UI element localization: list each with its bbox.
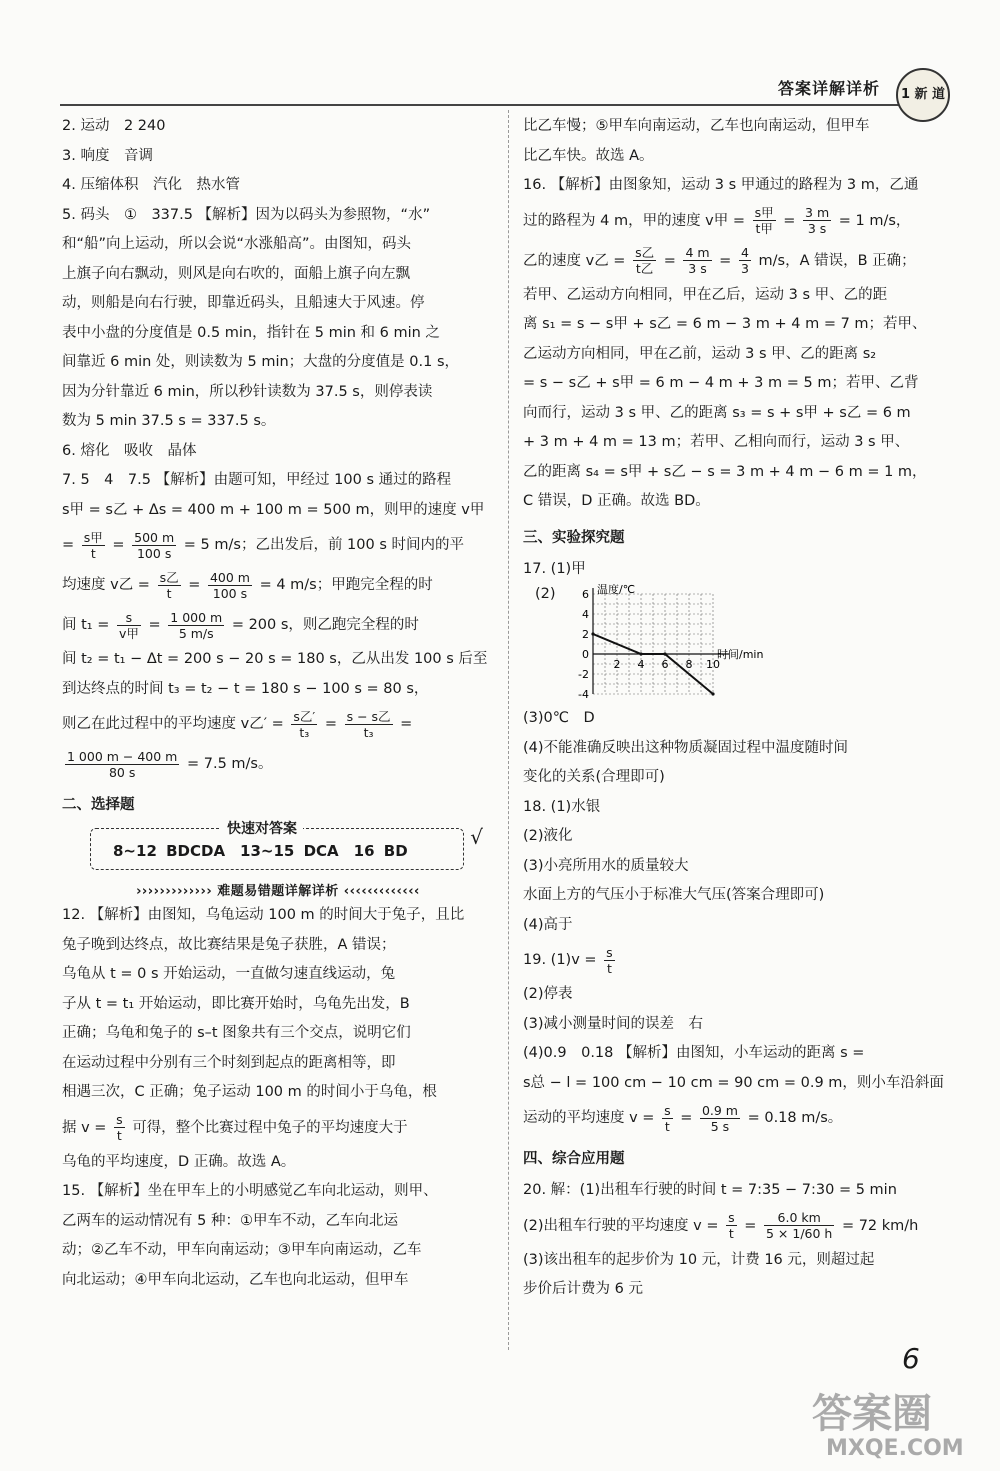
fraction [764,1210,834,1241]
eq-text: = 5 m/s；乙出发后，前 100 s 时间内的平 [183,537,464,553]
hard-question-heading: ››››››››››››› 难题易错题详解详析 ‹‹‹‹‹‹‹‹‹‹‹‹‹ [136,884,420,899]
equation-line [62,525,494,565]
answer-7 [62,466,494,784]
answer-line: 乙运动方向相同，甲在乙前，运动 3 s 甲、乙的距离 s₂ [523,345,877,362]
eq-text: = [719,252,732,269]
answer-line: s总 − l = 100 cm − 10 cm = 90 cm = 0.9 m，则小车沿斜面 [523,1074,944,1091]
x-tick-label: 8 [685,658,693,671]
answer-line: 18. (1)水银 [523,798,601,815]
eq-text: 乙的速度 v乙 = [523,252,626,269]
denominator: t甲 [755,221,773,236]
equation-line [523,201,953,241]
x-tick-label: 10 [706,658,720,671]
equation-line [62,605,494,645]
denominator: 3 [740,261,749,276]
answer-line: 比乙车快。故选 A。 [523,147,654,164]
equation-line [523,1098,953,1138]
answer-12 [62,901,494,1177]
answer-20 [523,1176,953,1305]
header-title: 答案详解详析 [778,79,881,98]
answer-2: 2. 运动 2 240 [62,118,166,134]
eq-text: 则乙在此过程中的平均速度 v乙′ = [62,716,284,732]
answer-line: 向北运动；④甲车向北运动，乙车也向北运动，但甲车 [62,1271,409,1288]
fraction [291,709,317,740]
section-heading: 二、选择题 [62,797,135,813]
x-axis-label: 时间/min [717,648,764,661]
answer-line: (3)减小测量时间的误差 右 [523,1015,704,1032]
numerator: 0.9 m [701,1102,738,1118]
denominator: 5 m/s [178,625,214,641]
eq-text: = 0.18 m/s。 [747,1110,843,1126]
answer-line: 相遇三次，C 正确；兔子运动 100 m 的时间小于乌龟，根 [62,1084,437,1100]
denominator: 5 × 1/60 h [766,1226,833,1241]
y-tick-label: -4 [578,688,589,701]
answer-line: 到达终点的时间 t₃ = t₂ − t = 180 s − 100 s = 80 s， [62,680,429,697]
data-point [711,692,714,695]
denominator: t乙 [635,261,654,276]
answer-3: 3. 响度 音调 [62,147,153,164]
eq-text: = [148,617,161,633]
denominator: t₃ [299,724,310,740]
answer-line: 比乙车慢；⑤甲车向南运动，乙车也向南运动，但甲车 [523,118,870,134]
eq-text: 据 v = [62,1119,107,1136]
fraction [633,245,656,276]
fraction [803,205,831,236]
fraction [739,245,751,276]
numerator: s甲 [83,529,103,545]
answer-line: 表中小盘的分度值是 0.5 min，指针在 5 min 和 6 min 之 [62,324,440,341]
eq-text: = [400,716,413,732]
answer-16 [523,171,953,517]
answer-line: 和“船”向上运动，所以会说“水涨船高”。由图知，码头 [62,236,412,252]
fraction [208,570,252,601]
section-heading: 三、实验探究题 [523,529,625,546]
denominator: t [166,585,172,601]
answer-line: 乌龟从 t = 0 s 开始运动，一直做匀速直线运动，兔 [62,966,396,982]
numerator: s − s乙 [346,708,391,724]
answer-line: 上旗子向右飘动，则风是向右吹的，面船上旗子向左飘 [62,265,410,282]
fraction [114,1112,125,1143]
fraction [158,570,181,601]
answer-line: 7. 5 4 7.5 【解析】由题可知，甲经过 100 s 通过的路程 [62,472,452,488]
eq-text: = [680,1110,693,1126]
answer-line: 动，则船是向右行驶，即靠近码头，且船速大于风速。停 [62,295,425,311]
watermark: 答案圈 [812,1391,932,1437]
eq-text: 可得，整个比赛过程中兔子的平均速度大于 [132,1119,408,1136]
quick-answer-body: 8~12 BDCDA 13~15 DCA 16 BD [113,842,408,860]
column-divider [508,110,509,1350]
fraction [662,1103,673,1134]
header-logo: 1 新 道 [896,68,950,122]
data-point [591,632,594,635]
numerator: 1 000 m − 400 m [67,748,178,764]
eq-text: = 200 s，则乙跑完全程的时 [231,617,419,633]
answer-line: 正确；乌龟和兔子的 s–t 图象共有三个交点，说明它们 [62,1025,411,1041]
equation-line [62,1108,494,1148]
answer-line: C 错误，D 正确。故选 BD。 [523,493,710,509]
answer-line: 因为分针靠近 6 min，所以秒针读数为 37.5 s，则停表读 [62,383,433,400]
answer-line: (4)不能准确反映出这种物质凝固过程中温度随时间 [523,739,849,756]
answer-15 [62,1177,494,1295]
data-point [639,652,642,655]
answer-line: 子从 t = t₁ 开始运动，即比赛开始时，乌龟先出发，B [62,995,410,1012]
y-tick-label: 2 [582,628,589,641]
numerator: 6.0 km [764,1210,834,1226]
answer-line: 乌龟的平均速度，D 正确。故选 A。 [62,1153,296,1170]
answer-line: 间靠近 6 min 处，则读数为 5 min；大盘的分度值是 0.1 s， [62,354,460,370]
numerator: s乙 [635,245,655,260]
eq-text: 均速度 v乙 = [62,577,150,593]
answer-line: 兔子晚到达终点，故比赛结果是兔子获胜，A 错误； [62,936,396,953]
numerator: s [664,1102,671,1118]
answer-line: 16. 【解析】由图象知，运动 3 s 甲通过的路程为 3 m，乙通 [523,177,919,193]
answer-line: (2)停表 [523,986,573,1002]
answer-line: (3)该出租车的起步价为 10 元，计费 16 元，则超过起 [523,1251,875,1268]
numerator: s乙 [159,569,179,585]
fraction [683,245,711,276]
temperature-time-graph [563,584,793,704]
x-tick-label: 4 [637,658,645,671]
answer-line: 乙的距离 s₄ = s甲 + s乙 − s = 3 m + 4 m − 6 m = 1 m， [523,463,927,480]
answer-line: (3)0℃ D [523,710,595,726]
answer-line: 乙两车的运动情况有 5 种：①甲车不动，乙车向北运 [62,1212,398,1229]
y-tick-label: 4 [582,608,589,621]
answer-line: 向而行，运动 3 s 甲、乙的距离 s₃ = s + s甲 + s乙 = 6 m [523,404,911,421]
denominator: 100 s [212,585,248,601]
answer-line: (2)液化 [523,828,573,844]
eq-text: = [62,537,75,553]
equation-line [62,704,494,744]
denominator: 100 s [136,545,172,561]
numerator: s乙′ [293,708,316,724]
denominator: t [728,1226,734,1241]
eq-text: (2)出租车行驶的平均速度 v = [523,1217,719,1234]
numerator: 1 000 m [170,609,223,625]
denominator: 3 s [688,261,707,276]
answer-line: 5. 码头 ① 337.5 【解析】因为以码头为参照物，“水” [62,206,431,223]
answer-6: 6. 熔化 吸收 晶体 [62,442,197,459]
denominator: t [606,960,612,976]
answer-line: 12. 【解析】由图知，乌龟运动 100 m 的时间大于兔子，且比 [62,907,465,923]
eq-text: = 4 m/s；甲跑完全程的时 [259,577,433,593]
denominator: t₃ [363,724,374,740]
answer-line: s甲 = s乙 + Δs = 400 m + 100 m = 500 m，则甲的速度 v甲 [62,501,485,518]
numerator: 4 m [685,245,710,260]
quick-answer-box [90,821,483,870]
answer-line: = s − s乙 + s甲 = 6 m − 4 m + 3 m = 5 m；若甲、乙背 [523,375,919,391]
answer-line: (4)高于 [523,916,573,933]
eq-text: = 7.5 m/s。 [186,756,273,772]
fraction [168,610,224,641]
numerator: s甲 [754,205,774,220]
denominator: 80 s [108,764,136,780]
fraction [132,530,176,561]
answer-18 [523,793,953,941]
eq-text: m/s，A 错误，B 正确； [758,252,916,269]
answer-line: 间 t₂ = t₁ − Δt = 200 s − 20 s = 180 s，乙从出发 100 s 后至 [62,651,488,667]
fraction [82,530,105,561]
equation-line [523,940,953,980]
denominator: t [664,1118,670,1134]
graph-row [523,584,953,704]
numerator: s [728,1210,735,1225]
denominator: t [116,1128,122,1143]
eq-text: 运动的平均速度 v = [523,1110,655,1126]
eq-text: 间 t₁ = [62,617,110,633]
answer-line: 离 s₁ = s − s甲 + s乙 = 6 m − 3 m + 4 m = 7 m；若甲、 [523,316,927,332]
equation-line [62,565,494,605]
numerator: 3 m [805,205,830,220]
eq-text: = [112,537,125,553]
equation-line [523,1206,953,1246]
answer-line: 数为 5 min 37.5 s = 337.5 s。 [62,413,276,429]
left-column [62,112,494,1295]
answer-line: 变化的关系(合理即可) [523,769,665,785]
y-tick-label: -2 [578,668,589,681]
fraction [753,205,776,236]
denominator: v甲 [118,625,139,641]
data-point [663,652,666,655]
answer-line: 20. 解：(1)出租车行驶的时间 t = 7:35 − 7:30 = 5 min [523,1182,897,1198]
answer-line: (2) [535,586,556,602]
denominator: 5 s [710,1118,730,1134]
answer-line: + 3 m + 4 m = 13 m；若甲、乙相向而行，运动 3 s 甲、 [523,434,910,450]
fraction [726,1210,737,1241]
answer-line: (3)小亮所用水的质量较大 [523,857,689,874]
x-tick-label: 2 [613,658,621,671]
denominator: t [90,545,96,561]
section-heading: 四、综合应用题 [523,1151,625,1167]
eq-text: = 72 km/h [841,1217,919,1234]
eq-text: = [783,212,796,229]
eq-text: = [188,577,201,593]
eq-text: = 1 m/s， [838,212,911,229]
answer-line: 水面上方的气压小于标准大气压(答案合理即可) [523,887,825,903]
answer-line: 17. (1)甲 [523,560,586,577]
right-column [523,112,953,1305]
numerator: 4 [740,245,749,260]
checkmark-icon: √ [470,825,483,849]
fraction [65,749,179,780]
answer-5 [62,201,494,437]
header-rule [60,104,900,106]
answer-line: 动；②乙车不动，甲车向南运动；③甲车向南运动，乙车 [62,1242,422,1258]
y-axis-label: 温度/℃ [597,584,636,596]
numerator: s [116,1112,123,1127]
eq-text: = [324,716,337,732]
answer-line: (4)0.9 0.18 【解析】由图知，小车运动的距离 s = [523,1045,865,1061]
page-number: 6 [902,1342,920,1375]
fraction [700,1103,740,1134]
eq-text: 19. (1)v = [523,952,597,968]
fraction [345,709,393,740]
answer-17 [523,555,953,793]
watermark-url: MXQE.COM [826,1436,964,1461]
numerator: s [606,944,613,960]
y-tick-label: 6 [582,588,589,601]
numerator: 400 m [209,569,250,585]
x-tick-label: 6 [661,658,669,671]
answer-line: 若甲、乙运动方向相同，甲在乙后，运动 3 s 甲、乙的距 [523,286,888,303]
answer-line: 15. 【解析】坐在甲车上的小明感觉乙车向北运动，则甲、 [62,1183,438,1199]
answer-19 [523,940,953,1138]
equation-line [62,744,494,784]
answer-line: 步价后计费为 6 元 [523,1281,643,1297]
fraction [604,945,615,976]
y-tick-label: 0 [582,648,589,661]
answer-4: 4. 压缩体积 汽化 热水管 [62,177,240,193]
denominator: 3 s [807,221,827,236]
eq-text: = [663,252,676,269]
equation-line [523,241,953,281]
numerator: 500 m [134,529,175,545]
fraction [117,610,141,641]
quick-answer-title: 快速对答案 [221,818,303,838]
eq-text: = [744,1217,757,1234]
numerator: s [117,610,141,626]
answer-line: 在运动过程中分别有三个时刻到起点的距离相等，即 [62,1054,396,1071]
eq-text: 过的路程为 4 m，甲的速度 v甲 = [523,212,746,229]
